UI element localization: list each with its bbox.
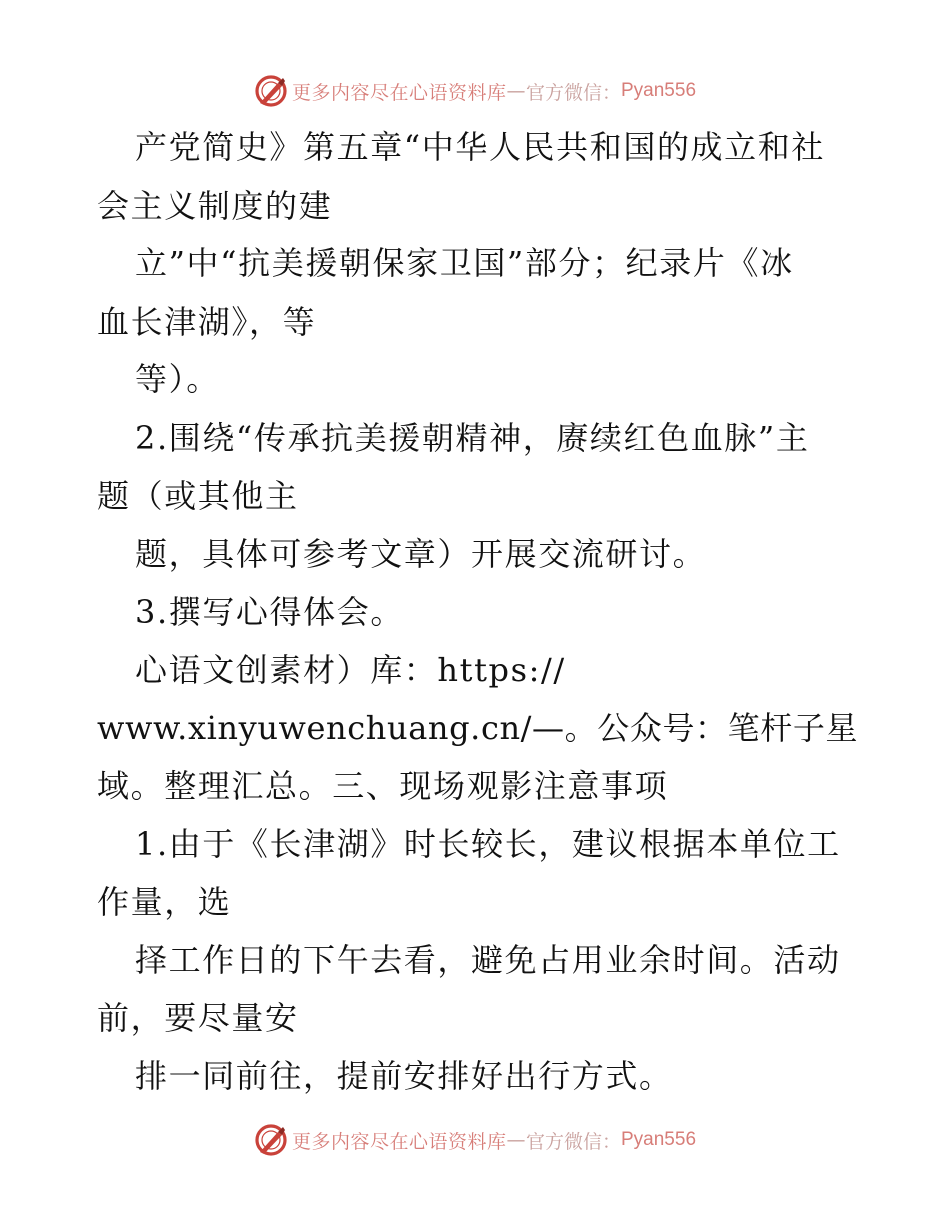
watermark-dash: —: [506, 1129, 526, 1151]
pen-logo-icon: [254, 1123, 288, 1157]
body-line: 域。整理汇总。三、现场观影注意事项: [97, 767, 669, 805]
body-line: 1.由于《长津湖》时长较长，建议根据本单位工: [135, 825, 841, 863]
pen-logo-icon: [254, 74, 288, 108]
body-line: www.xinyuwenchuang.cn/—。公众号：笔杆子星: [97, 709, 859, 747]
watermark-prefix: 更多内容尽在心语资料库: [291, 81, 507, 104]
watermark-wechat-id: Pyan556: [621, 80, 697, 101]
header-watermark: [0, 71, 950, 111]
body-line: 题（或其他主: [97, 477, 299, 515]
watermark-official-label: 官方微信：: [525, 1130, 621, 1153]
body-line: 会主义制度的建: [97, 187, 333, 225]
body-line: 血长津湖》，等: [97, 303, 317, 341]
watermark-prefix: 更多内容尽在心语资料库: [291, 1130, 507, 1153]
body-line: 心语文创素材）库：https://: [135, 651, 566, 689]
body-line: 等）。: [135, 360, 220, 398]
body-line: 择工作日的下午去看，避免占用业余时间。活动: [135, 941, 841, 979]
watermark-official-label: 官方微信：: [525, 81, 621, 104]
watermark-wechat-id: Pyan556: [621, 1129, 697, 1150]
body-line: 作量，选: [97, 883, 232, 921]
body-line: 3.撰写心得体会。: [135, 593, 404, 631]
body-line: 排一同前往，提前安排好出行方式。: [135, 1057, 673, 1095]
body-line: 立”中“抗美援朝保家卫国”部分；纪录片《冰: [135, 244, 794, 282]
footer-watermark: [0, 1120, 950, 1160]
body-line: 题，具体可参考文章）开展交流研讨。: [135, 535, 707, 573]
body-line: 产党简史》第五章“中华人民共和国的成立和社: [135, 128, 825, 166]
watermark-dash: —: [506, 80, 526, 102]
body-line: 2.围绕“传承抗美援朝精神，赓续红色血脉”主: [135, 419, 810, 457]
body-line: 前，要尽量安: [97, 999, 299, 1037]
